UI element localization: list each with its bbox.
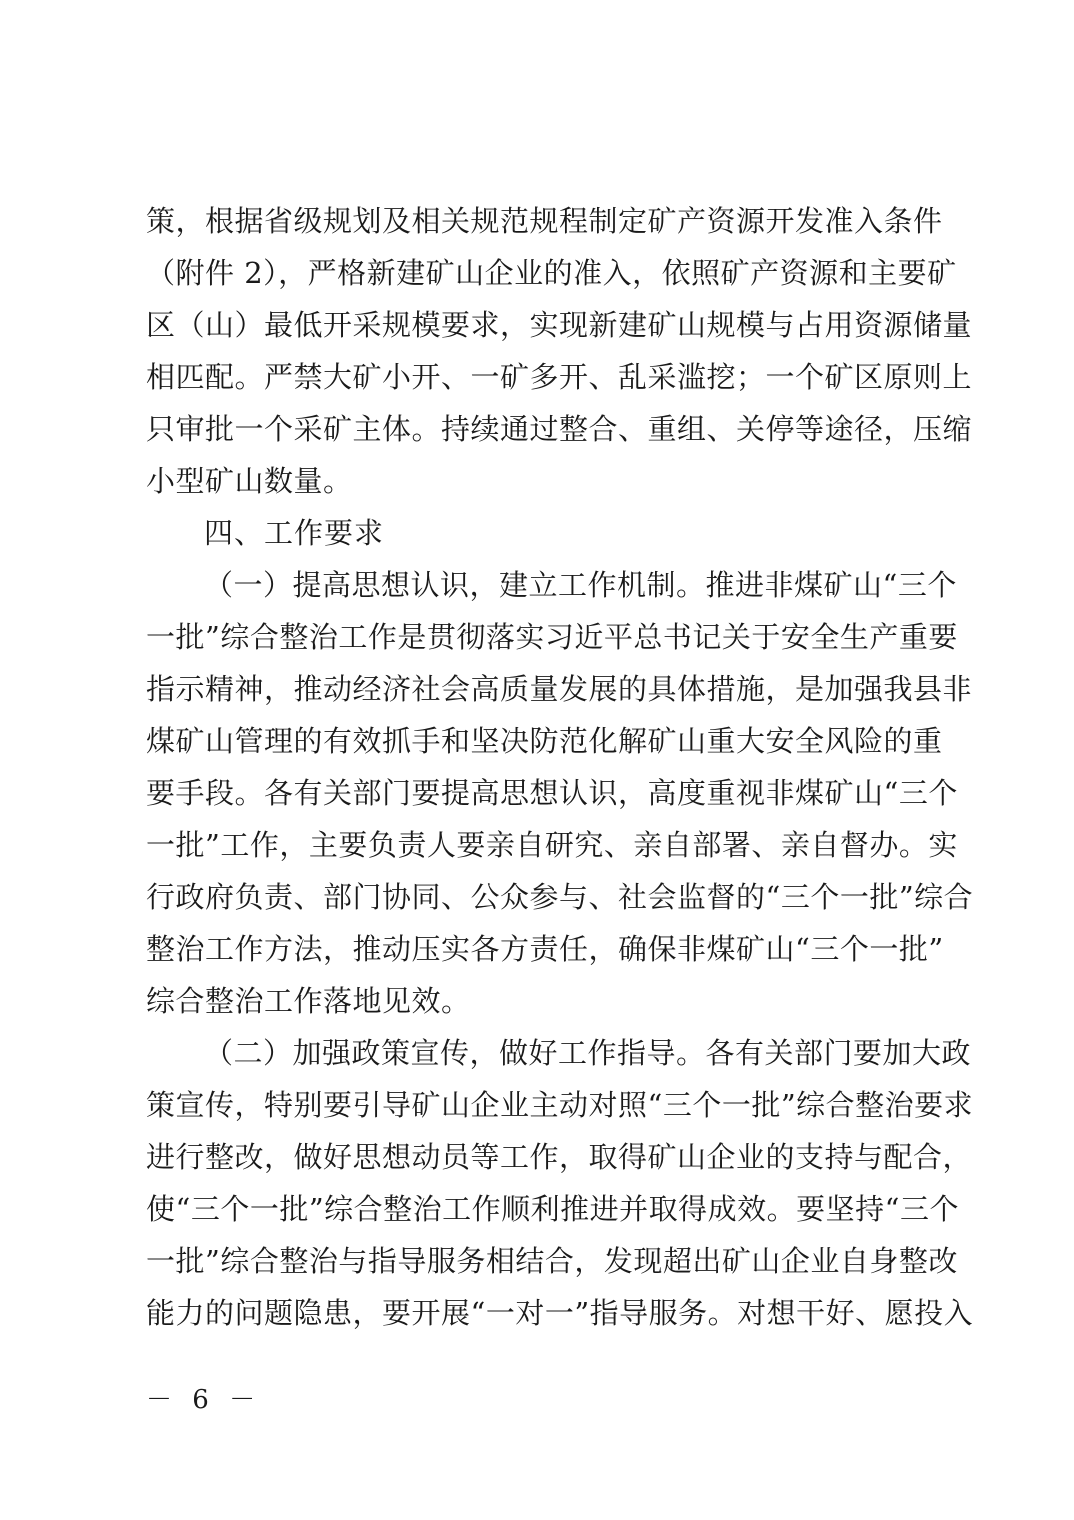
paragraph-line: 能力的问题隐患，要开展“一对一”指导服务。对想干好、愿投入: [146, 1296, 974, 1330]
paragraph-line: 策，根据省级规划及相关规范规程制定矿产资源开发准入条件: [146, 204, 943, 238]
subsection-1-first-line: [204, 565, 957, 605]
paragraph-line: 煤矿山管理的有效抓手和坚决防范化解矿山重大安全风险的重: [146, 724, 943, 758]
paragraph-line: 综合整治工作落地见效。: [146, 984, 471, 1018]
subsection-2-lead: （二）加强政策宣传，做好工作指导。: [204, 1036, 706, 1070]
paragraph-line: 整治工作方法，推动压实各方责任，确保非煤矿山“三个一批”: [146, 932, 944, 966]
page-number: － 6 －: [146, 1385, 262, 1415]
subsection-2-first-line: [204, 1033, 972, 1073]
paragraph-line: 相匹配。严禁大矿小开、一矿多开、乱采滥挖；一个矿区原则上: [146, 360, 973, 394]
paragraph-line: （附件 2），严格新建矿山企业的准入，依照矿产资源和主要矿: [146, 256, 957, 290]
paragraph-line: 一批”工作，主要负责人要亲自研究、亲自部署、亲自督办。实: [146, 828, 958, 862]
paragraph-line: 只审批一个采矿主体。持续通过整合、重组、关停等途径，压缩: [146, 412, 973, 446]
subsection-1-first-line-rest: 推进非煤矿山“三个: [705, 568, 957, 602]
subsection-1-lead: （一）提高思想认识，建立工作机制。: [204, 568, 706, 602]
paragraph-line: 区（山）最低开采规模要求，实现新建矿山规模与占用资源储量: [146, 308, 973, 342]
subsection-2-first-line-rest: 各有关部门要加大政: [705, 1036, 972, 1070]
paragraph-line: 使“三个一批”综合整治工作顺利推进并取得成效。要坚持“三个: [146, 1192, 959, 1226]
paragraph-line: 进行整改，做好思想动员等工作，取得矿山企业的支持与配合，: [146, 1140, 973, 1174]
paragraph-line: 策宣传，特别要引导矿山企业主动对照“三个一批”综合整治要求: [146, 1088, 974, 1122]
paragraph-line: 指示精神，推动经济社会高质量发展的具体措施，是加强我县非: [146, 672, 973, 706]
paragraph-line: 一批”综合整治工作是贯彻落实习近平总书记关于安全生产重要: [146, 620, 958, 654]
paragraph-line: 一批”综合整治与指导服务相结合，发现超出矿山企业自身整改: [146, 1244, 958, 1278]
paragraph-line: 要手段。各有关部门要提高思想认识，高度重视非煤矿山“三个: [146, 776, 958, 810]
section-heading: 四、工作要求: [204, 516, 385, 550]
paragraph-line: 小型矿山数量。: [146, 464, 353, 498]
paragraph-line: 行政府负责、部门协同、公众参与、社会监督的“三个一批”综合: [146, 880, 974, 914]
